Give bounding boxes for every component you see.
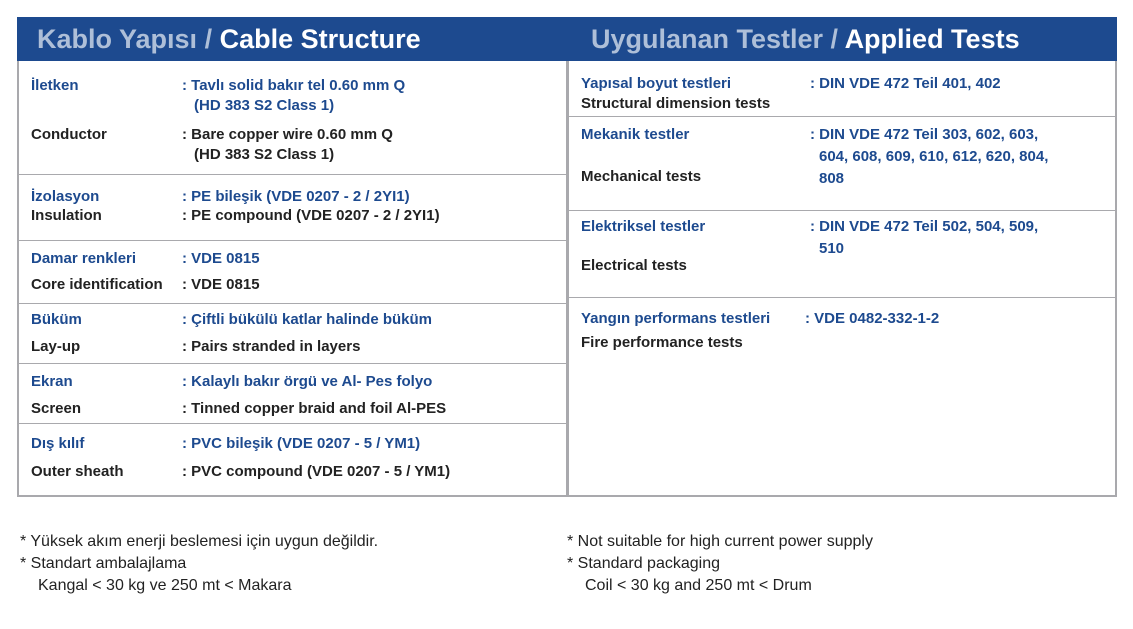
mechanical-tests-value-2: 604, 608, 609, 610, 612, 620, 804, bbox=[819, 148, 1049, 165]
note-tr-3: Kangal < 30 kg ve 250 mt < Makara bbox=[38, 577, 292, 594]
mechanical-tests-section bbox=[569, 117, 1115, 211]
lay-up-en-label: Lay-up bbox=[31, 338, 81, 355]
note-en-2: * Standard packaging bbox=[567, 555, 720, 572]
conductor-en-value: : Bare copper wire 0.60 mm Q bbox=[182, 126, 393, 143]
mechanical-tests-tr-label: Mekanik testler bbox=[581, 126, 690, 143]
fire-performance-tests-value: : VDE 0482-332-1-2 bbox=[805, 310, 940, 327]
applied-tests-title bbox=[591, 17, 1020, 61]
outer-sheath-en-label: Outer sheath bbox=[31, 463, 124, 480]
cable-structure-panel bbox=[17, 61, 568, 497]
electrical-tests-section bbox=[569, 211, 1115, 298]
screen-en-value: : Tinned copper braid and foil Al-PES bbox=[182, 400, 447, 417]
note-en-1: * Not suitable for high current power supply bbox=[567, 533, 873, 550]
structural-tests-value: : DIN VDE 472 Teil 401, 402 bbox=[810, 75, 1001, 92]
conductor-tr-value: : Tavlı solid bakır tel 0.60 mm Q bbox=[182, 77, 406, 94]
insulation-tr-value: : PE bileşik (VDE 0207 - 2 / 2YI1) bbox=[182, 188, 410, 205]
conductor-tr-label: İletken bbox=[31, 77, 79, 94]
mechanical-tests-value-3: 808 bbox=[819, 170, 845, 187]
cable-structure-title-en: Cable Structure bbox=[219, 24, 421, 54]
conductor-section bbox=[19, 61, 566, 175]
insulation-en-label: Insulation bbox=[31, 207, 102, 224]
lay-up-tr-value: : Çiftli bükülü katlar halinde büküm bbox=[182, 311, 433, 328]
note-tr-1: * Yüksek akım enerji beslemesi için uygun değildir. bbox=[20, 533, 379, 550]
applied-tests-title-tr: Uygulanan Testler / bbox=[591, 24, 845, 54]
lay-up-section bbox=[19, 304, 566, 364]
outer-sheath-tr-value: : PVC bileşik (VDE 0207 - 5 / YM1) bbox=[182, 435, 421, 452]
screen-tr-value: : Kalaylı bakır örgü ve Al- Pes folyo bbox=[182, 373, 433, 390]
structural-tests-section bbox=[569, 61, 1115, 117]
applied-tests-title-en: Applied Tests bbox=[844, 24, 1020, 54]
fire-performance-tests-section bbox=[569, 298, 1115, 495]
note-tr-2: * Standart ambalajlama bbox=[20, 555, 187, 572]
applied-tests-panel bbox=[567, 61, 1117, 497]
electrical-tests-value-2: 510 bbox=[819, 240, 845, 257]
core-identification-en-value: : VDE 0815 bbox=[182, 276, 260, 293]
structural-tests-en-label: Structural dimension tests bbox=[581, 95, 771, 112]
core-identification-section bbox=[19, 241, 566, 304]
fire-performance-tests-en-label: Fire performance tests bbox=[581, 334, 743, 351]
fire-performance-tests-tr-label: Yangın performans testleri bbox=[581, 310, 771, 327]
cable-structure-title-tr: Kablo Yapısı / bbox=[37, 24, 220, 54]
screen-tr-label: Ekran bbox=[31, 373, 73, 390]
insulation-tr-label: İzolasyon bbox=[31, 188, 100, 205]
outer-sheath-tr-label: Dış kılıf bbox=[31, 435, 85, 452]
mechanical-tests-value: : DIN VDE 472 Teil 303, 602, 603, bbox=[810, 126, 1039, 143]
mechanical-tests-en-label: Mechanical tests bbox=[581, 168, 702, 185]
insulation-en-value: : PE compound (VDE 0207 - 2 / 2YI1) bbox=[182, 207, 440, 224]
lay-up-en-value: : Pairs stranded in layers bbox=[182, 338, 361, 355]
cable-structure-title bbox=[37, 17, 421, 61]
core-identification-tr-value: : VDE 0815 bbox=[182, 250, 260, 267]
conductor-en-label: Conductor bbox=[31, 126, 107, 143]
electrical-tests-en-label: Electrical tests bbox=[581, 257, 687, 274]
structural-tests-tr-label: Yapısal boyut testleri bbox=[581, 75, 732, 92]
screen-en-label: Screen bbox=[31, 400, 82, 417]
header-bar bbox=[17, 17, 1117, 61]
electrical-tests-tr-label: Elektriksel testler bbox=[581, 218, 706, 235]
outer-sheath-en-value: : PVC compound (VDE 0207 - 5 / YM1) bbox=[182, 463, 451, 480]
note-en-3: Coil < 30 kg and 250 mt < Drum bbox=[585, 577, 812, 594]
conductor-en-value-2: (HD 383 S2 Class 1) bbox=[194, 146, 335, 163]
core-identification-tr-label: Damar renkleri bbox=[31, 250, 137, 267]
core-identification-en-label: Core identification bbox=[31, 276, 163, 293]
conductor-tr-value-2: (HD 383 S2 Class 1) bbox=[194, 97, 335, 114]
screen-section bbox=[19, 364, 566, 424]
insulation-section bbox=[19, 175, 566, 241]
lay-up-tr-label: Büküm bbox=[31, 311, 82, 328]
electrical-tests-value: : DIN VDE 472 Teil 502, 504, 509, bbox=[810, 218, 1039, 235]
outer-sheath-section bbox=[19, 424, 566, 495]
